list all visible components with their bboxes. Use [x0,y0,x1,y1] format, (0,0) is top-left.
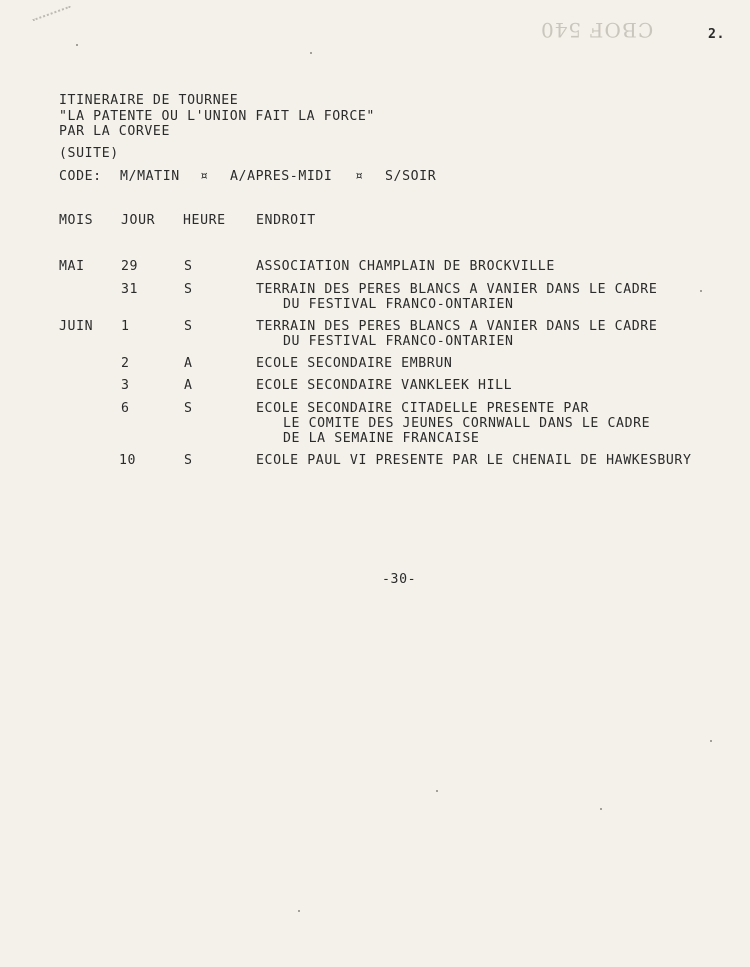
cell-endroit: TERRAIN DES PERES BLANCS A VANIER DANS LE CADRE [256,319,658,334]
cell-jour: 2 [121,356,130,371]
cell-jour: 31 [121,282,139,297]
cell-endroit: ECOLE SECONDAIRE CITADELLE PRESENTE PAR [256,401,590,416]
cell-endroit: ECOLE PAUL VI PRESENTE PAR LE CHENAIL DE HAWKESBURY [256,453,692,468]
page-number: 2. [708,27,726,42]
code-label: CODE: [59,169,102,184]
column-header-heure: HEURE [183,213,226,228]
column-header-endroit: ENDROIT [256,213,316,228]
cell-endroit: TERRAIN DES PERES BLANCS A VANIER DANS LE CADRE [256,282,658,297]
paper-speck [298,910,300,912]
code-separator: ¤ [200,169,209,184]
cell-jour: 29 [121,259,139,274]
code-soir: S/SOIR [385,169,437,184]
cell-mois: JUIN [59,319,94,334]
paper-speck [710,740,712,742]
title-line-2: "LA PATENTE OU L'UNION FAIT LA FORCE" [59,109,375,124]
cell-mois: MAI [59,259,85,274]
cell-endroit-continued: DE LA SEMAINE FRANCAISE [283,431,480,446]
code-apres-midi: A/APRES-MIDI [230,169,333,184]
continued-label: (SUITE) [59,146,119,161]
paper-mark [32,6,75,35]
column-header-jour: JOUR [121,213,156,228]
cell-jour: 1 [121,319,130,334]
cell-endroit: ASSOCIATION CHAMPLAIN DE BROCKVILLE [256,259,555,274]
cell-endroit-continued: DU FESTIVAL FRANCO-ONTARIEN [283,297,514,312]
cell-jour: 10 [119,453,137,468]
cell-endroit: ECOLE SECONDAIRE VANKLEEK HILL [256,378,513,393]
title-line-3: PAR LA CORVEE [59,124,171,139]
cell-jour: 3 [121,378,130,393]
code-separator: ¤ [355,169,364,184]
cell-endroit-continued: LE COMITE DES JEUNES CORNWALL DANS LE CADRE [283,416,651,431]
pencil-annotation: CBOF 540 [540,18,654,42]
end-marker: -30- [382,572,417,587]
cell-heure: S [184,282,193,297]
paper-speck [600,808,602,810]
title-line-1: ITINERAIRE DE TOURNEE [59,93,239,108]
cell-heure: S [184,401,193,416]
cell-heure: A [184,356,193,371]
cell-endroit-continued: DU FESTIVAL FRANCO-ONTARIEN [283,334,514,349]
cell-endroit: ECOLE SECONDAIRE EMBRUN [256,356,453,371]
column-header-mois: MOIS [59,213,94,228]
cell-heure: S [184,319,193,334]
cell-jour: 6 [121,401,130,416]
cell-heure: S [184,259,193,274]
cell-heure: S [184,453,193,468]
paper-speck [310,52,312,54]
paper-speck [76,44,78,46]
paper-speck [700,290,702,292]
paper-speck [436,790,438,792]
code-matin: M/MATIN [120,169,180,184]
cell-heure: A [184,378,193,393]
